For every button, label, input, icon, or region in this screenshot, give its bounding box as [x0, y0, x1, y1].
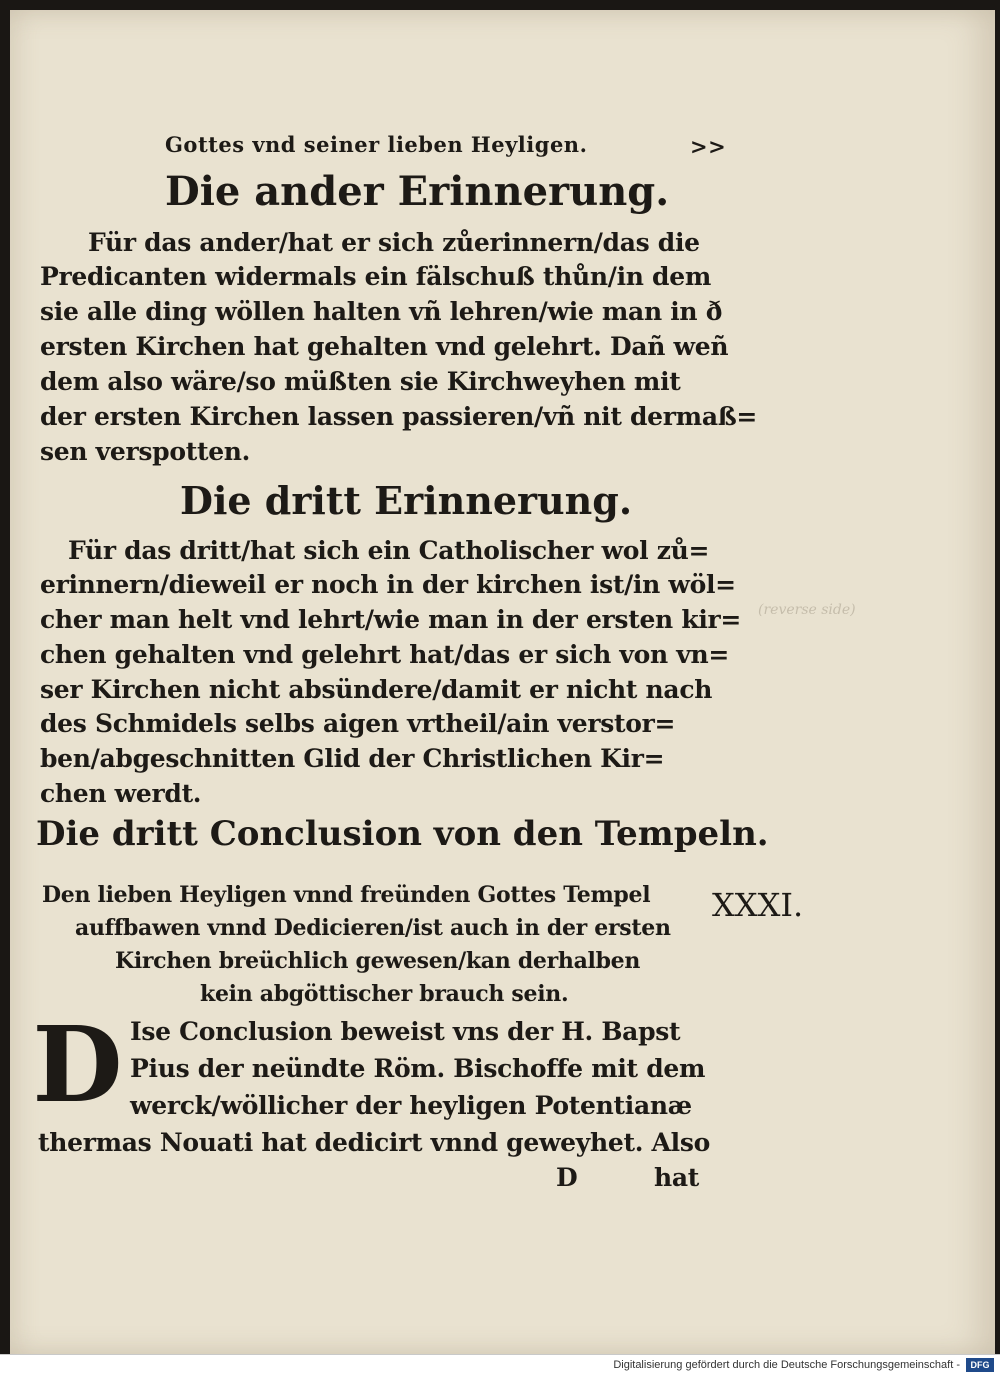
- catchword: hat: [654, 1163, 700, 1192]
- text-line: ser Kirchen nicht absündere/damit er nicht nach: [40, 675, 713, 704]
- thesis-line: kein abgöttischer brauch sein.: [200, 981, 569, 1007]
- bleed-through-text: (reverse side): [758, 602, 856, 618]
- text-line: chen werdt.: [40, 779, 202, 808]
- dfg-logo-icon[interactable]: DFG: [966, 1358, 994, 1372]
- text-line: thermas Nouati hat dedicirt vnnd geweyhet. Also: [38, 1128, 710, 1157]
- text-line: Für das ander/hat er sich zůerinnern/das die: [88, 228, 700, 257]
- section-heading-dritt: Die dritt Erinnerung.: [180, 478, 633, 523]
- text-line: der ersten Kirchen lassen passieren/vñ nit dermaß=: [40, 402, 758, 431]
- thesis-line: auffbawen vnnd Dedicieren/ist auch in der ersten: [75, 915, 671, 941]
- text-line: dem also wäre/so müßten sie Kirchweyhen mit: [40, 367, 681, 396]
- signature-mark: D: [556, 1163, 578, 1192]
- running-head-title: Gottes vnd seiner lieben Heyligen.: [165, 132, 588, 157]
- text-line: sen verspotten.: [40, 437, 251, 466]
- conclusion-heading: Die dritt Conclusion von den Tempeln.: [36, 814, 769, 854]
- conclusion-number: XXXI.: [712, 886, 804, 924]
- section-heading-ander: Die ander Erinnerung.: [165, 168, 670, 215]
- drop-cap-initial: D: [32, 1003, 123, 1126]
- text-line: Für das dritt/hat sich ein Catholischer wol zů=: [68, 536, 710, 565]
- text-line: ben/abgeschnitten Glid der Christlichen Kir=: [40, 744, 665, 773]
- text-line: erinnern/dieweil er noch in der kirchen ist/in wöl=: [40, 570, 736, 599]
- thesis-line: Den lieben Heyligen vnnd freünden Gottes Tempel: [42, 882, 651, 908]
- text-line: ersten Kirchen hat gehalten vnd gelehrt. Dañ weñ: [40, 332, 729, 361]
- text-line: chen gehalten vnd gelehrt hat/das er sich von vn=: [40, 640, 730, 669]
- text-line: des Schmidels selbs aigen vrtheil/ain verstor=: [40, 709, 676, 738]
- folio-mark: >>: [690, 134, 727, 159]
- text-line: Ise Conclusion beweist vns der H. Bapst: [130, 1017, 681, 1046]
- text-line: Predicanten widermals ein fälschuß thůn/in dem: [40, 262, 711, 291]
- footer-bar: [0, 1354, 1000, 1376]
- footer-credit: Digitalisierung gefördert durch die Deutsche Forschungsgemeinschaft -: [613, 1359, 960, 1371]
- thesis-line: Kirchen breüchlich gewesen/kan derhalben: [115, 948, 641, 974]
- text-line: Pius der neündte Röm. Bischoffe mit dem: [130, 1054, 706, 1083]
- text-line: werck/wöllicher der heyligen Potentianæ: [130, 1091, 692, 1120]
- text-line: sie alle ding wöllen halten vñ lehren/wie man in ð: [40, 297, 723, 326]
- text-line: cher man helt vnd lehrt/wie man in der ersten kir=: [40, 605, 742, 634]
